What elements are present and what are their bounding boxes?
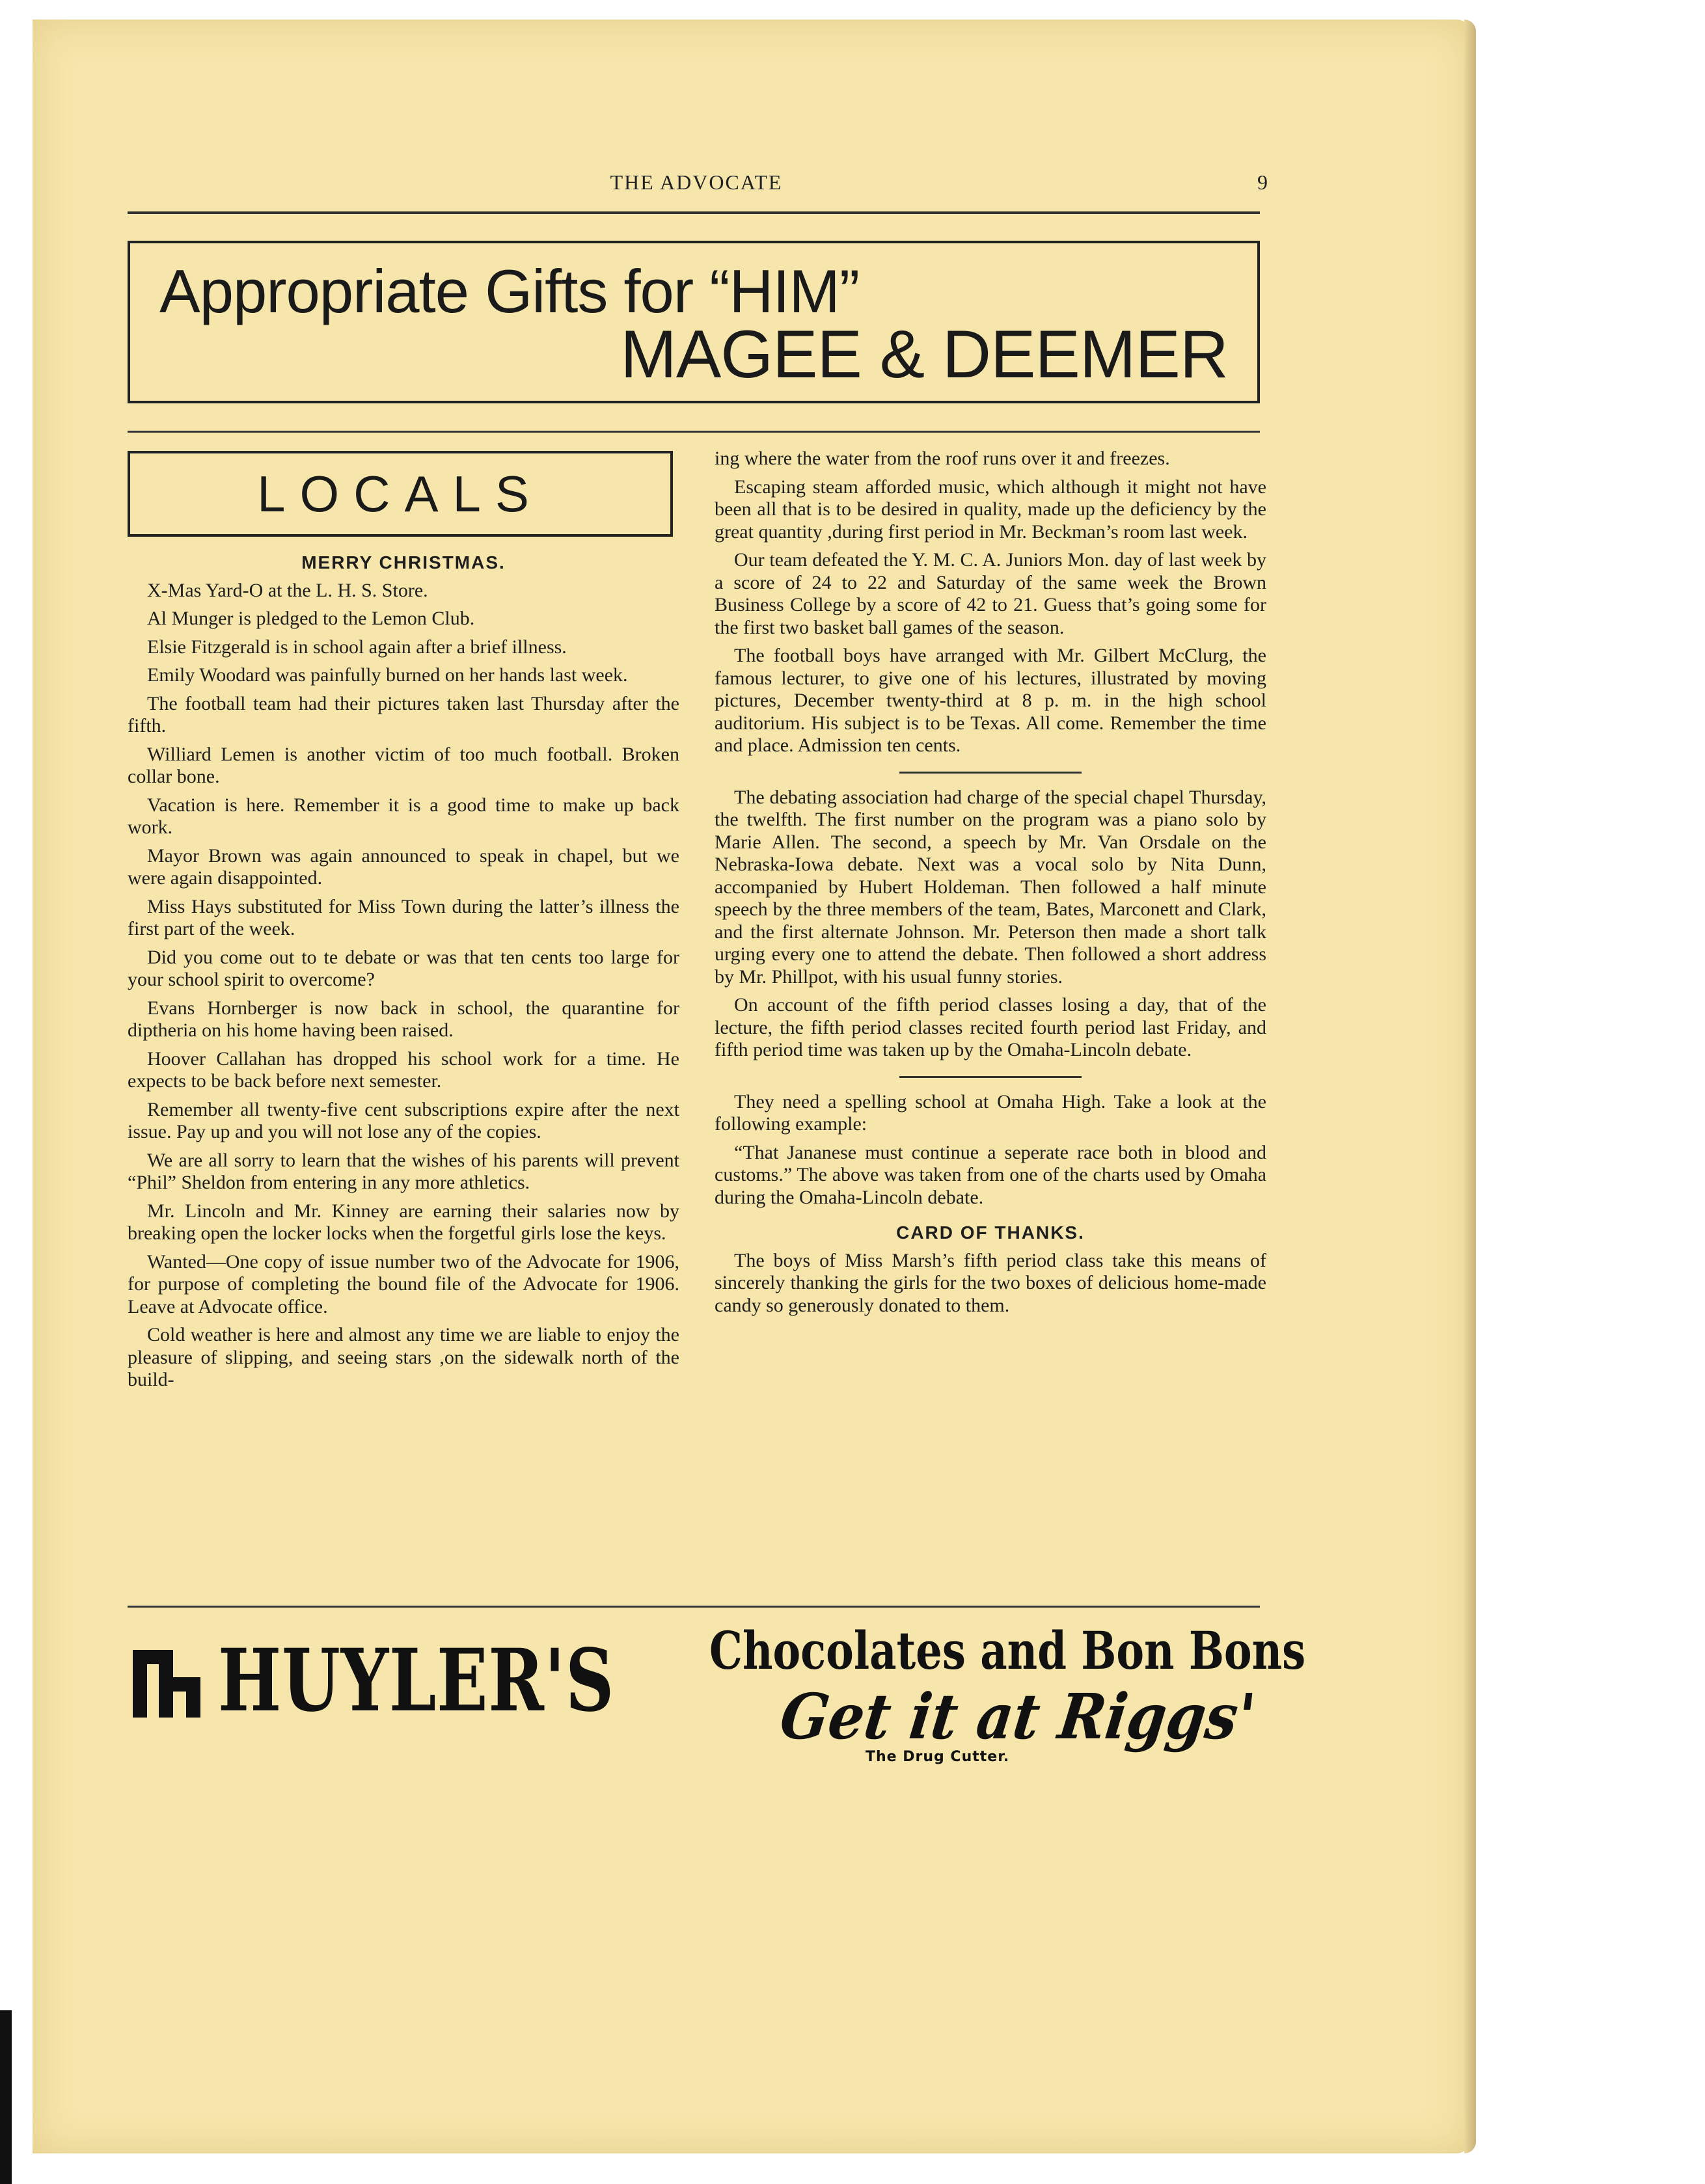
local-item: X-Mas Yard-O at the L. H. S. Store. (147, 579, 428, 601)
local-item: The football team had their pictures taken last Thursday after the fifth. (128, 692, 679, 736)
locals-column-right (715, 448, 1266, 1323)
riggs-script: Get it at Riggs' (776, 1680, 1260, 1753)
section-divider (899, 1076, 1082, 1078)
local-item: We are all sorry to learn that the wishes of his parents will prevent “Phil” Sheldon from entering in any more athletics. (128, 1149, 679, 1193)
locals-column-left (128, 552, 679, 1397)
spelling-paragraph: They need a spelling school at Omaha High. Take a look at the following example: (715, 1090, 1266, 1135)
local-item: Williard Lemen is another victim of too much football. Broken collar bone. (128, 743, 679, 787)
local-item: Did you come out to te debate or was that ten cents too large for your school spirit to overcome? (128, 946, 679, 990)
publication-title: THE ADVOCATE (610, 170, 783, 194)
ad-bottom-rule (128, 431, 1260, 433)
magee-deemer-ad (128, 241, 1260, 403)
card-of-thanks-heading: CARD OF THANKS. (896, 1222, 1085, 1243)
page-edge (1464, 20, 1476, 2153)
ad-slogan: Appropriate Gifts for “HIM” (159, 257, 860, 325)
chocolates-line: Chocolates and Bon Bons (709, 1620, 1306, 1681)
spelling-paragraph: “That Jananese must continue a seperate race both in blood and customs.” The above was taken from one of the charts used by Omaha during the Omaha-Lincoln debate. (715, 1141, 1266, 1208)
ad-store-name: MAGEE & DEEMER (620, 317, 1228, 392)
local-item: Mayor Brown was again announced to speak in chapel, but we were again disappointed. (128, 844, 679, 889)
header-rule (128, 211, 1260, 214)
local-item: Al Munger is pledged to the Lemon Club. (147, 608, 475, 629)
local-item: Remember all twenty-five cent subscriptions expire after the next issue. Pay up and you will not lose any of the copies. (128, 1098, 679, 1142)
local-item: Hoover Callahan has dropped his school work for a time. He expects to be back before next semester. (128, 1047, 679, 1092)
thanks-paragraph: The boys of Miss Marsh’s fifth period class take this means of sincerely thanking the girls for the two boxes of delicious home-made candy so generously donated to them. (715, 1249, 1266, 1316)
locals-heading: LOCALS (128, 451, 673, 537)
drug-cutter-tagline: The Drug Cutter. (866, 1749, 1010, 1765)
huylers-cross-logo-icon (128, 1645, 206, 1723)
debate-paragraph: On account of the fifth period classes losing a day, that of the lecture, the fifth period classes recited fourth period last Friday, and fifth period time was taken up by the Omaha-Lincoln debate. (715, 994, 1266, 1060)
bottom-ad-rule (128, 1606, 1260, 1608)
section-divider (899, 772, 1082, 774)
binding-shadow (0, 2010, 12, 2184)
local-item: Emily Woodard was painfully burned on her hands last week. (147, 664, 628, 686)
local-item: Elsie Fitzgerald is in school again after a brief illness. (147, 636, 567, 658)
merry-christmas-heading: MERRY CHRISTMAS. (301, 552, 506, 573)
page-number: 9 (1257, 170, 1269, 194)
local-item-continued: ing where the water from the roof runs over it and freezes. (715, 448, 1170, 469)
local-item: Wanted—One copy of issue number two of the Advocate for 1906, for purpose of completing the bound file of the Advocate for 1906. Leave at Advocate office. (128, 1250, 679, 1317)
huylers-brand: HUYLER'S (218, 1630, 615, 1731)
local-item: Mr. Lincoln and Mr. Kinney are earning their salaries now by breaking open the locker locks when the forgetful girls lose the keys. (128, 1200, 679, 1244)
local-item: Vacation is here. Remember it is a good time to make up back work. (128, 794, 679, 838)
local-item: The football boys have arranged with Mr. Gilbert McClurg, the famous lecturer, to give one of his lectures, illustrated by moving pictures, December twenty-third at 8 p. m. in the high school auditorium. His subject is to be Texas. All come. Remember the time and place. Admission ten cents. (715, 645, 1266, 756)
local-item: Evans Hornberger is now back in school, the quarantine for diptheria on his home having been raised. (128, 997, 679, 1041)
debate-paragraph: The debating association had charge of the special chapel Thursday, the twelfth. The first number on the program was a piano solo by Marie Allen. The second, a speech by Mr. Van Orsdale on the Nebraska-Iowa debate. Next was a vocal solo by Nita Dunn, accompanied by Hubert Holdeman. Then followed a half minute speech by the three members of the team, Bates, Marconett and Clark, and the first alternate Johnson. Mr. Peterson then made a short talk urging every one to attend the debate. Then followed a short address by Mr. Phillpot, with his usual funny stories. (715, 786, 1266, 988)
local-item: Miss Hays substituted for Miss Town during the latter’s illness the first part of the week. (128, 895, 679, 939)
local-item: Our team defeated the Y. M. C. A. Juniors Mon. day of last week by a score of 24 to 22 and Saturday of the same week the Brown Business College by a score of 42 to 21. Guess that’s going some for the first two basket ball games of the season. (715, 549, 1266, 638)
local-item: Escaping steam afforded music, which although it might not have been all that is to be desired in quality, made up the deficiency by the great quantity ,during first period in Mr. Beckman’s room last week. (715, 476, 1266, 543)
local-item: Cold weather is here and almost any time we are liable to enjoy the pleasure of slipping, and seeing stars ,on the sidewalk north of the build- (128, 1324, 679, 1390)
